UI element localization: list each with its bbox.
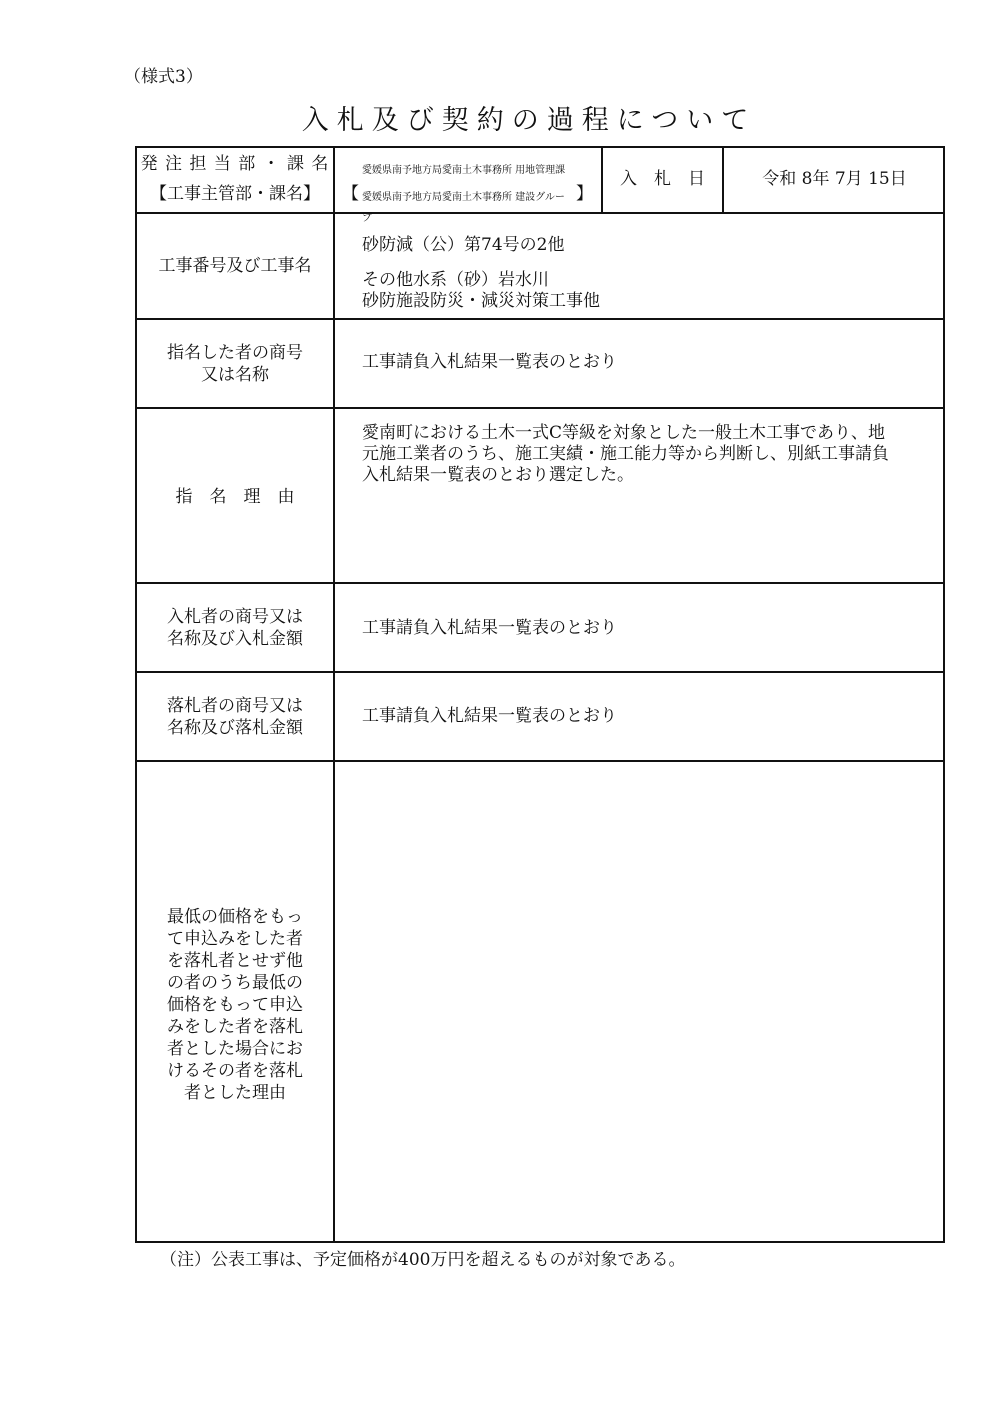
column-divider	[333, 146, 335, 1243]
winner-label: 落札者の商号又は	[167, 696, 303, 716]
bid-date-value: 令和 8年 7月 15日	[762, 169, 907, 189]
dept-value: 愛媛県南予地方局愛南土木事務所 用地管理課	[362, 165, 566, 176]
row-divider	[135, 407, 945, 409]
row-divider	[135, 318, 945, 320]
lowest-reason-label-line: 価格をもって申込	[167, 995, 303, 1015]
reason-line: 愛南町における土木一式C等級を対象とした一般土木工事であり、地	[362, 423, 886, 443]
nominated-value: 工事請負入札結果一覧表のとおり	[362, 352, 617, 372]
dept-label: 発 注 担 当 部 ・ 課 名	[140, 154, 330, 174]
work-name-line: 砂防減（公）第74号の2他	[362, 235, 565, 255]
bid-date-label: 入 札 日	[620, 169, 705, 189]
bidders-label: 名称及び入札金額	[167, 629, 303, 649]
lowest-reason-label-line: て申込みをした者	[167, 929, 303, 949]
lowest-reason-label-line: 最低の価格をもっ	[167, 907, 303, 927]
nominated-label: 指名した者の商号	[167, 343, 303, 363]
lowest-reason-label-line: を落札者とせず他	[167, 951, 303, 971]
lowest-reason-label-line: 者とした理由	[184, 1083, 286, 1103]
reason-line: 入札結果一覧表のとおり選定した。	[362, 465, 634, 485]
dept-value-main-open: 【	[342, 184, 359, 204]
row-divider	[135, 582, 945, 584]
work-name-label: 工事番号及び工事名	[158, 256, 312, 276]
nominated-label: 又は名称	[201, 365, 269, 385]
work-name-line: 砂防施設防災・減災対策工事他	[362, 291, 600, 311]
dept-label-main: 【工事主管部・課名】	[150, 184, 320, 204]
lowest-reason-label-line: の者のうち最低の	[167, 973, 303, 993]
footnote: （注）公表工事は、予定価格が400万円を超えるものが対象である。	[160, 1250, 686, 1270]
winner-label: 名称及び落札金額	[167, 718, 303, 738]
form-number: （様式3）	[124, 67, 203, 87]
reason-label: 指 名 理 由	[175, 487, 295, 507]
lowest-reason-label-line: みをした者を落札	[167, 1017, 303, 1037]
dept-value-main: 愛媛県南予地方局愛南土木事務所 建設グループ	[362, 192, 565, 224]
row-divider	[135, 760, 945, 762]
lowest-reason-label-line: けるその者を落札	[167, 1061, 303, 1081]
page-title: 入札及び契約の過程について	[301, 105, 757, 136]
bidders-label: 入札者の商号又は	[167, 607, 303, 627]
row-divider	[135, 671, 945, 673]
lowest-reason-label-line: 者とした場合にお	[167, 1039, 303, 1059]
winner-value: 工事請負入札結果一覧表のとおり	[362, 706, 617, 726]
lowest-reason-label	[137, 906, 333, 1104]
work-name-line: その他水系（砂）岩水川	[362, 270, 549, 290]
bidders-value: 工事請負入札結果一覧表のとおり	[362, 618, 617, 638]
reason-line: 元施工業者のうち、施工実績・施工能力等から判断し、別紙工事請負	[362, 444, 889, 464]
dept-value-main-close: 】	[576, 184, 593, 204]
